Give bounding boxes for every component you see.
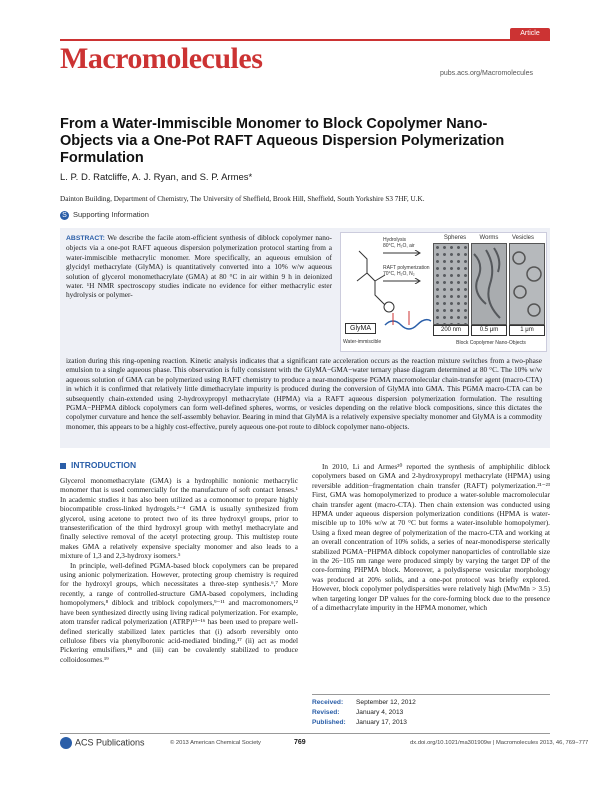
- revised-label: Revised:: [312, 709, 340, 716]
- journal-url-link[interactable]: pubs.acs.org/Macromolecules: [440, 70, 533, 77]
- published-date: [312, 718, 550, 728]
- nano-objects-caption: Block Copolymer Nano-Objects: [456, 340, 526, 346]
- vesicle-scale-bar: 1 μm: [509, 325, 545, 336]
- hydrolysis-step-label: Hydrolysis: [383, 237, 407, 243]
- vesicle-panel-label: Vesicles: [511, 235, 534, 241]
- abstract-label: ABSTRACT:: [66, 235, 105, 242]
- worm-scale-bar: 0.5 μm: [471, 325, 507, 336]
- received-date: [312, 698, 550, 708]
- intro-paragraph-2: In principle, well-defined PGMA-based block copolymers can be prepared using anionic polymerization. However, protecting group chemistry is required for the hydroxyl groups, which necessitates a three-step synthesis.⁶,⁷ More recently, a range of controlled-structure GMA-based copolymers, including homopolymers,⁸ diblock and triblock copolymers,⁹⁻¹¹ and macromonomers,¹² have been synthesized directly using living radical polymerization. For example, atom transfer radical polymerization (ATRP)¹³⁻¹⁶ has been used to prepare well-defined sterically stabilized latex particles that (i) adsorb reversibly onto cellulose fibers via phenylboronic acid-mediated binding,¹⁷ (ii) act as model Pickering emulsifiers,¹⁸ and (iii) can be covalently stabilized to produce colloidosomes.¹⁹: [60, 560, 298, 664]
- raft-step-label: RAFT polymerization: [383, 265, 430, 271]
- page-number: 769: [294, 739, 306, 746]
- introduction-heading-label: INTRODUCTION: [71, 460, 137, 470]
- worm-panel-label: Worms: [479, 235, 499, 241]
- introduction-heading: [60, 460, 136, 470]
- body-column-left: [60, 476, 298, 664]
- revised-date: [312, 708, 550, 718]
- worm-micrograph: [471, 243, 507, 325]
- acs-logo-icon: [60, 737, 72, 749]
- supporting-info-link[interactable]: [60, 210, 149, 220]
- abstract-narrow-text: We describe the facile atom-efficient synthesis of diblock copolymer nano-objects via a one-pot RAFT aqueous dispersion polymerization protocol starting from a water-immiscible methacrylic monomer. More specifically, an aqueous emulsion of glycidyl methacrylate (GlyMA) is quantitatively converted into a 10% w/w aqueous solution of glycerol monomethacrylate (GMA) at 80 °C in air within 9 h in deionized water. ¹H NMR spectroscopy studies indicate no evidence for either methacrylic ester hydrolysis or polymer-: [66, 233, 332, 300]
- acs-publications-logo[interactable]: [60, 737, 145, 749]
- intro-paragraph-3: In 2010, Li and Armes²⁰ reported the synthesis of amphiphilic diblock copolymers based on GMA and 2-hydroxypropyl methacrylate (HPMA) using reversible addition−fragmentation chain transfer (RAFT) polymerization.²¹⁻²³ First, GMA was homopolymerized to produce a water-soluble macromolecular chain transfer agent (macro-CTA). Then chain extension was conducted using HPMA under aqueous dispersion polymerization conditions (HPMA is water-miscible up to 10% w/w at 70 °C but forms a water-insoluble homopolymer). Using a fixed mean degree of polymerization of the macro-CTA and working at an overall concentration of 10% solids, a series of near-monodisperse sterically stabilized PGMA−PHPMA diblock copolymer nanoparticles of controllable size in the 26−105 nm range were produced simply by varying the target DP of the core-forming PHPMA block. Moreover, a polydisperse vesicular morphology was produced at 20% solids, and a one-pot protocol was briefly explored. However, block copolymer polydispersities were relatively high (Mw/Mn > 3.5) when targeting longer DP values for the core-forming block due to the presence of a dimethacrylate impurity in the HPMA monomer, which: [312, 462, 550, 613]
- reaction-arrow-2: [383, 278, 423, 284]
- monomer-label: GlyMA: [345, 323, 376, 334]
- header-rule: [60, 39, 550, 41]
- vesicle-micrograph: [509, 243, 545, 325]
- body-column-right: [312, 462, 550, 613]
- received-value: September 12, 2012: [356, 699, 416, 706]
- footer-rule: [60, 733, 550, 734]
- publisher-name: ACS Publications: [75, 737, 145, 748]
- copolymer-chain-icon: [383, 295, 433, 335]
- sphere-panel-label: Spheres: [443, 235, 467, 241]
- reaction-arrow-1: [383, 250, 423, 256]
- revised-value: January 4, 2013: [356, 709, 404, 716]
- intro-paragraph-1: Glycerol monomethacrylate (GMA) is a hydrophilic nonionic methacrylic monomer that is used commercially for the manufacture of soft contact lenses.¹ In academic studies it has also been utilized as a comonomer to prepare highly biocompatible cross-linked hydrogels.²⁻⁴ GMA is usually synthesized from glycerol, using acetone to protect two of its three hydroxyl groups, prior to transesterification of the third hydroxyl group with methyl methacrylate and finally selective removal of the acetyl protecting group. This multistep route makes GMA a relatively expensive specialty monomer and also leads to a mixture of 1,3 and 2,3-hydroxy isomers.⁵: [60, 476, 298, 561]
- hydrolysis-conditions: 80°C, H₂O, air: [383, 243, 415, 249]
- doi-link[interactable]: dx.doi.org/10.1021/ma301909w | Macromolecules 2013, 46, 769−777: [410, 740, 589, 746]
- raft-conditions: 70°C, H₂O, N₂: [383, 271, 415, 277]
- copyright-notice: © 2013 American Chemical Society: [170, 740, 261, 746]
- water-immiscible-caption: Water-immiscible: [343, 339, 382, 345]
- section-marker-icon: [60, 463, 66, 469]
- affiliation: Dainton Building, Department of Chemistry, The University of Sheffield, Brook Hill, Sheffield, South Yorkshire S3 7HF, U.K.: [60, 195, 425, 203]
- article-type-badge: Article: [510, 28, 550, 40]
- supporting-info-label: Supporting Information: [73, 210, 149, 219]
- toc-graphic: [340, 232, 547, 352]
- sphere-micrograph: [433, 243, 469, 325]
- published-value: January 17, 2013: [356, 719, 407, 726]
- published-label: Published:: [312, 719, 346, 726]
- article-dates: [312, 694, 550, 728]
- journal-logo: Macromolecules: [60, 42, 263, 75]
- abstract-text-bottom: ization during this ring-opening reaction. Kinetic analysis indicates that a significant rate acceleration occurs as the reaction mixture switches from a two-phase emulsion to a single aqueous phase. This observation is fully consistent with the GlyMA−GMA−water ternary phase diagram determined at 80 °C. The 10% w/w aqueous solution of GMA can be polymerized using RAFT chemistry to produce a near-monodisperse PGMA macromolecular chain-transfer agent (macro-CTA) in which it is confirmed that relatively little dimethacrylate impurity is produced during the conversion of GlyMA into GMA. This PGMA macro-CTA can be subsequently chain-extended using 2-hydroxypropyl methacrylate (HPMA) via a RAFT aqueous dispersion polymerization formulation. The resulting PGMA−PHPMA diblock copolymers can form well-defined spheres, worms, or vesicles depending on the relative block compositions, since this dictates the copolymer curvature and hence the self-assembly behavior. Bearing in mind that GlyMA is a relatively expensive specialty monomer and GlyMA is a commodity monomer, this appears to be a highly cost-effective, purely aqueous one-pot route to diblock copolymer nano-objects.: [66, 356, 542, 431]
- sphere-scale-bar: 200 nm: [433, 325, 469, 336]
- article-title: From a Water-Immiscible Monomer to Block Copolymer Nano-Objects via a One-Pot RAFT Aqueous Dispersion Polymerization Formulation: [60, 116, 505, 166]
- received-label: Received:: [312, 699, 344, 706]
- supporting-info-icon: S: [60, 211, 69, 220]
- abstract-text-top: [66, 233, 332, 300]
- author-list: L. P. D. Ratcliffe, A. J. Ryan, and S. P. Armes*: [60, 172, 253, 183]
